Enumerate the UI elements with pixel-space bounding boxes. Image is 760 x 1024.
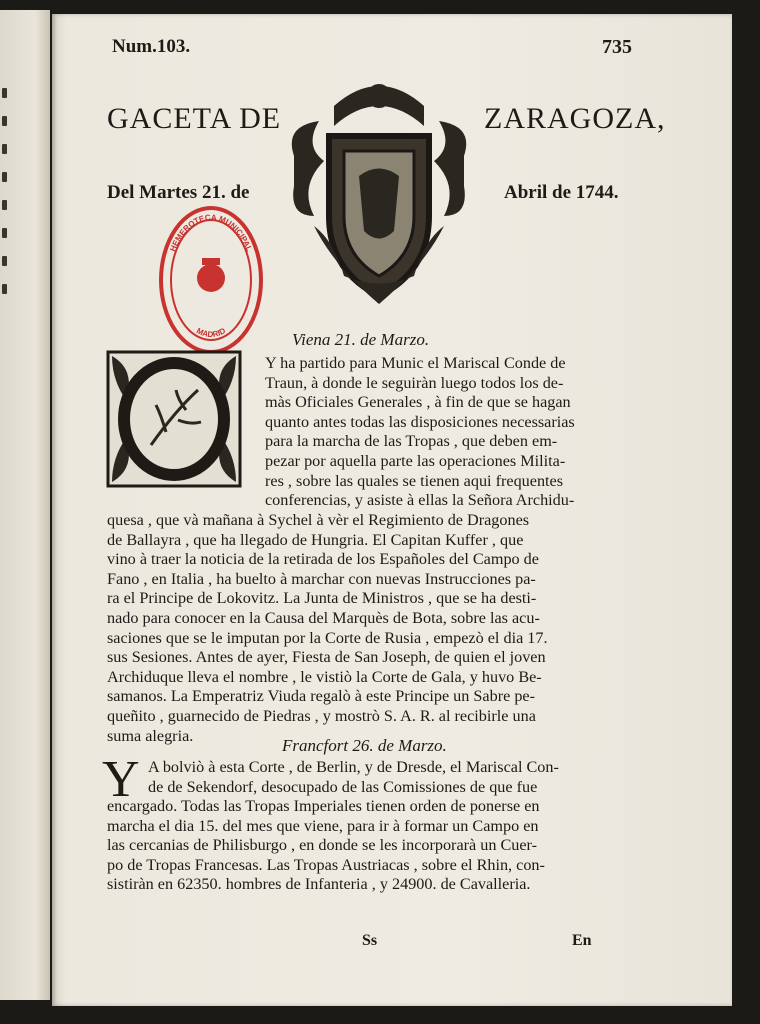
text-line: res , sobre las quales se tienen aqui frequentes: [265, 471, 564, 490]
text-line: nado para conocer en la Causa del Marquès de Bota, sobre las acu-: [107, 608, 540, 627]
facing-page-edge: [0, 10, 50, 1000]
text-line: encargado. Todas las Tropas Imperiales tienen orden de ponerse en: [107, 797, 540, 815]
issue-date-right: Abril de 1744.: [504, 182, 619, 203]
article2-opening-text: [148, 758, 640, 797]
article2-body-text: [107, 797, 640, 895]
text-line: queñito , guarnecido de Piedras , y mostrò S. A. R. al recibirle una: [107, 706, 536, 725]
text-line: conferencias, y asiste à ellas la Señora Archidu-: [265, 491, 575, 510]
text-line: saciones que se le imputan por la Corte de Rusia , empezò el dia 17.: [107, 628, 548, 647]
issue-date-left: Del Martes 21. de: [107, 182, 250, 203]
drop-cap-y: Y: [102, 751, 140, 808]
dateline-vienna: Viena 21. de Marzo.: [292, 330, 430, 349]
coat-of-arms-emblem: [274, 66, 484, 306]
article1-indented-text: [265, 354, 640, 511]
decorated-initial-o: [106, 350, 242, 488]
text-line: quesa , que và mañana à Sychel à vèr el Regimiento de Dragones: [107, 511, 530, 529]
text-line: sistiràn en 62350. hombres de Infanteria , y 24900. de Cavalleria.: [107, 875, 531, 894]
text-line: para la marcha de las Tropas , que deben em-: [265, 432, 558, 451]
masthead-title-right: ZARAGOZA,: [484, 102, 666, 135]
text-line: pezar por aquella parte las operaciones Milita-: [265, 451, 566, 470]
text-line: sus Sesiones. Antes de ayer, Fiesta de San Joseph, de quien el joven: [107, 648, 546, 667]
text-line: suma alegria.: [107, 726, 194, 745]
text-line: vino à traer la noticia de la retirada de los Españoles del Campo de: [107, 550, 539, 569]
text-line: po de Tropas Francesas. Las Tropas Austriacas , sobre el Rhin, con-: [107, 855, 545, 874]
text-line: quanto antes todas las disposiciones necessarias: [265, 412, 575, 431]
facing-page-marks: [2, 70, 14, 370]
gazette-page: [52, 14, 732, 1006]
text-line: Y ha partido para Munic el Mariscal Conde de: [265, 354, 566, 372]
text-line: marcha el dia 15. del mes que viene, para ir à formar un Campo en: [107, 816, 539, 835]
text-line: Traun, à donde le seguiràn luego todos los de-: [265, 373, 564, 392]
text-line: de de Sekendorf, desocupado de las Comissiones de que fue: [148, 777, 538, 796]
stamp-text-bottom: MADRID: [194, 326, 228, 339]
text-line: màs Oficiales Generales , à fin de que se hagan: [265, 393, 571, 412]
text-line: Archiduque lleva el nombre , le vistiò la Corte de Gala, y huvo Be-: [107, 667, 542, 686]
dateline-frankfurt: Francfort 26. de Marzo.: [282, 736, 447, 755]
masthead-title-left: GACETA DE: [107, 102, 282, 135]
library-stamp: [156, 202, 266, 357]
text-line: A bolviò à esta Corte , de Berlin, y de Dresde, el Mariscal Con-: [148, 758, 559, 776]
page-number: 735: [602, 36, 632, 58]
article1-body-text: [107, 511, 640, 746]
svg-text:HEMEROTECA MUNICIPAL: [168, 213, 254, 253]
text-line: de Ballayra , que ha llegado de Hungria. El Capitan Kuffer , que: [107, 530, 524, 549]
text-line: samanos. La Emperatriz Viuda regalò à este Principe un Sabre pe-: [107, 687, 535, 706]
stamp-text-top: HEMEROTECA MUNICIPAL: [168, 212, 254, 253]
text-line: las cercanias de Philisburgo , en donde se les incorporarà un Cuer-: [107, 836, 538, 855]
text-line: Fano , en Italia , ha buelto à marchar con nuevas Instrucciones pa-: [107, 569, 536, 588]
issue-number: Num.103.: [112, 36, 191, 57]
catchword: En: [572, 932, 592, 949]
text-line: ra el Principe de Lokovitz. La Junta de Ministros , que se ha desti-: [107, 589, 537, 608]
printer-signature-mark: Ss: [362, 932, 378, 949]
